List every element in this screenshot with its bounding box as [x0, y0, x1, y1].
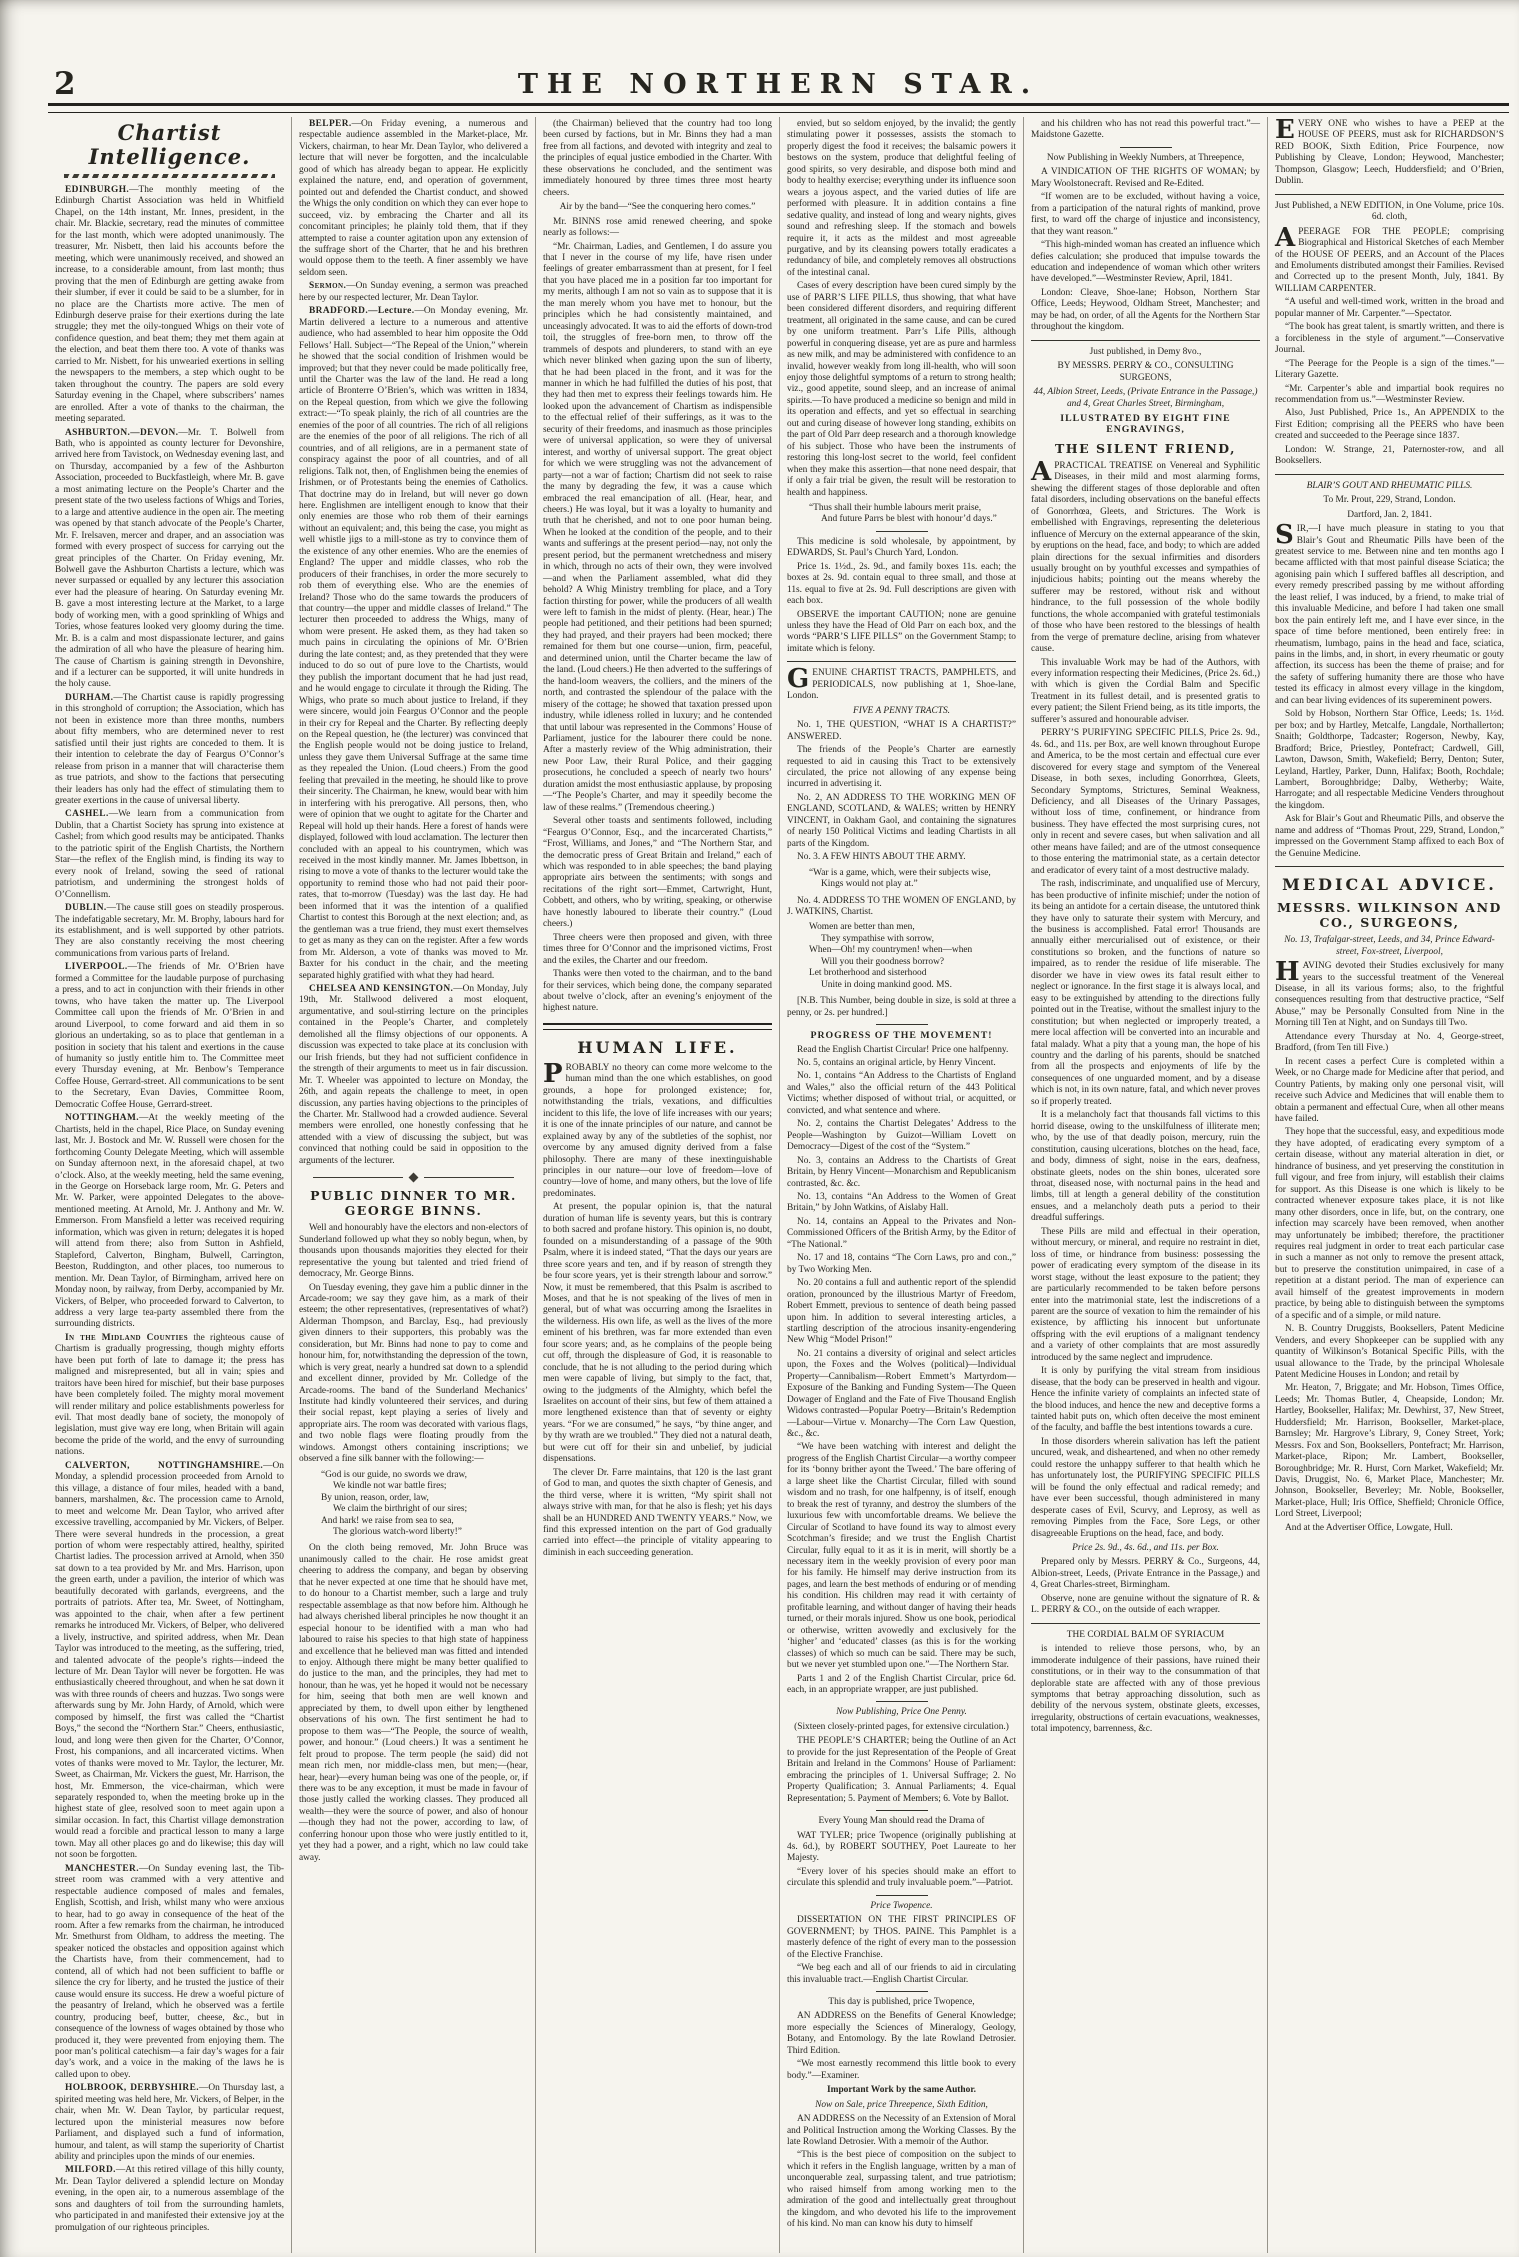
paragraph: (the Chairman) believed that the country had too long been cursed by factions, but in Mr. Binns they had a man free from all factions, and devoted with integrity and zeal to the principles of equal justice embodied in the Charter. With these observations he concluded, and the sentiment was immediately honoured by three times three most hearty cheers.: [543, 119, 772, 198]
article: [55, 1333, 284, 1459]
column-4: [780, 117, 1024, 2253]
paragraph: In those disorders wherein salivation has left the patient uncured, weak, and disheartened, and when no other remedy could restore the unhappy sufferer to that health which he has unfortunately lost, the PURIFYING SPECIFIC PILLS will be found the only effectual and radical remedy; and have ever been successful, though administered in many desperate cases of Evil, Scurvy, and Leprosy, as well as removing Pimples from the Face, Sore Legs, or other disagreeable Eruptions on the head, face, and body.: [1031, 1436, 1260, 1539]
paragraph: London: Cleave, Shoe-lane; Hobson, Northern Star Office, Leeds; Heywood, Oldham Street, Manchester; and may be had, on order, of all the Agents for the Northern Star throughout the kingdom.: [1031, 287, 1260, 333]
article-body: —Mr. T. Bolwell from Bath, who is appointed as county lecturer for Devonshire, arrived here from Tavistock, on Wednesday evening last, and on Thursday, accompanied by a few of the Ashburton Association, proceeded to Buckfastleigh, where Mr. B. gave a most animating lecture on the People’s Charter and the present state of the two useless factions of Whigs and Tories, to a large and attentive audience in the open air. The meeting was opened by that stanch advocate of the People’s Charter, Mr. F. Irelsaven, mercer and draper, and an association was formed with every prospect of success for carrying out the great principles of the Charter. On Friday evening, Mr. Bolwell gave the Ashburton Chartists a lecture, which was never surpassed or equalled by any lecturer this association ever had the pleasure of hearing. On Saturday evening Mr. B. gave a most interesting lecture at the Market, to a large body of working men, with a good sprinkling of Whigs and Tories, whose features looked very gloomy during the time. Mr. B. is a calm and most dispassionate lecturer, and gains the admiration of all who have the pleasure of hearing him. The cause of Chartism is gaining strength in Devonshire, and if a lecturer can be supported, it will unite hundreds in the holy cause.: [55, 427, 284, 690]
verse-line: Women are better than men,: [809, 922, 915, 933]
section-heading: MEDICAL ADVICE.: [1282, 875, 1497, 895]
paragraph: On Tuesday evening, they gave him a public dinner in the Arcade-room; we say they gave him, as a mark of their esteem; the other representatives, (representatives of what?) Alderman Thompson, and Barclay, Esq., had previously given dinners to their supporters, this probably was the consideration, but Mr. Binns had none to pay to come and honour him, for, notwithstanding the depression of the town, which is very great, nearly a hundred sat down to a splendid and excellent dinner, provided by Mr. Colledge of the Arcade-rooms. The band of the Sunderland Mechanics’ Institute had kindly volunteered their services, and during their social repast, kept playing a series of lively and appropriate airs. The room was decorated with various flags, and two noble flags were floating proudly from the windows. Amongst others containing inscriptions; we observed a fine silk banner with the following:—: [299, 1282, 528, 1465]
paragraph: “Every lover of his species should make an effort to circulate this splendid and truly invaluable poem.”—Patriot.: [787, 1866, 1016, 1889]
section-heading: Air by the band—“See the conquering hero comes.”: [559, 202, 756, 213]
article-lead: CALVERTON, NOTTINGHAMSHIRE.: [65, 1460, 264, 1471]
paragraph: This invaluable Work may be had of the Authors, with every information respecting their Medicines, (Price 2s. 6d.,) with which is given the Cordial Balm and Specific Treatment in its fullest detail, and is presented gratis to every patient; the Silent Friend being, as its title imports, the sufferer’s assured and honourable adviser.: [1031, 657, 1260, 725]
verse-line: “Thus shall their humble labours merit praise,: [809, 502, 982, 513]
article-lead: MANCHESTER.: [65, 1863, 139, 1874]
article-lead: DURHAM.: [65, 692, 114, 703]
paragraph: No. 4. ADDRESS TO THE WOMEN OF ENGLAND, by J. WATKINS, Chartist.: [787, 895, 1016, 917]
verse-line: “God is our guide, no swords we draw,: [321, 1469, 467, 1480]
masthead-rule: [48, 103, 1509, 113]
paragraph-dropcap: [1275, 222, 1504, 296]
drop-cap: A: [1031, 456, 1052, 487]
article: [55, 428, 284, 691]
section-heading: No. 13, Trafalgar-street, Leeds, and 34, Prince Edward-street, Fox-street, Liverpool,: [1284, 935, 1495, 957]
article: [55, 809, 284, 901]
paragraph: Well and honourably have the electors and non-electors of Sunderland followed up what they so nobly begun, when, by thousands upon thousands majorities they elected for their representative the young but talented and tried friend of democracy, Mr. George Binns.: [299, 1223, 528, 1280]
paragraph: It is only by purifying the vital stream from insidious disease, that the body can be preserved in health and vigour. Hence the infinite variety of complaints an infected state of the blood induces, and hence the new and deceptive forms a tainted habit puts on, which often deceive the most eminent of the faculty, and baffle the best intentions towards a cure.: [1031, 1366, 1260, 1434]
section-heading: Price Twopence.: [870, 1900, 933, 1911]
article-body: the righteous cause of Chartism is gradually progressing, though mighty efforts have been put forth of late to damage it; the press has maligned and misrepresented, but all in vain; spies and traitors have been hired for mischief, but their base purposes have been completely foiled. The mighty moral movement will render military and police establishments powerless for evil. That most deadly bane of society, the monopoly of legislation, must give way ere long, when Britain will again become the pride of the world, and the envy of surrounding nations.: [55, 1332, 284, 1458]
article: [299, 306, 528, 982]
paragraph: Attendance every Thursday at No. 4, George-street, Bradford, (from Ten till Five.): [1275, 1031, 1504, 1054]
paragraph: Price 1s. 1½d., 2s. 9d., and family boxes 11s. each; the boxes at 2s. 9d. contain equal to three small, and those at 11s. equal to five at 2s. 9d. Full descriptions are given with each box.: [787, 561, 1016, 607]
article: [55, 1864, 284, 2082]
article-body: —On Sunday evening last, the Tib-street room was crammed with a very attentive and respectable audience composed of males and females, English, Scottish, and Irish, whilst many who were anxious to hear, had to go away in consequence of the heat of the room. After a few remarks from the chairman, he introduced Mr. Smethurst from Oldham, to address the meeting. The speaker noticed the obstacles and opposition against which the Chartists have, from their commencement, had to contend, all of which had not been sufficient to baffle or silence the cry for liberty, and he trusted the justice of their cause would ensure its success. He drew a woeful picture of the peasantry of Ireland, which he observed was a fertile country, producing beef, butter, cheese, &c., but in consequence of the lowness of wages obtained by those who produced it, they were prevented from enjoying them. The poor man’s political catechism—a fair day’s wages for a fair day’s work, and a voice in the making of the laws he is called upon to obey.: [55, 1863, 284, 2080]
paragraph: Sold by Hobson, Northern Star Office, Leeds; 1s. 1½d. per box; and by Hartley, Metcalfe, Langdale, Northallerton; Snaith; Goldthorpe, Tadcaster; Rogerson, Newby, Kay, Bradford; Brice, Priestley, Pontefract; Cardwell, Gill, Lawton, Dawson, Smith, Wakefield; Berry, Denton; Suter, Leyland, Hartley, Parker, Dunn, Halifax; Booth, Rochdale; Lambert, Boroughbridge; Dalby, Wetherby; Waite, Harrogate; and all respectable Medicine Venders throughout the kingdom.: [1275, 709, 1504, 811]
section-heading: PUBLIC DINNER TO MR. GEORGE BINNS.: [310, 1188, 517, 1219]
paragraph: No. 1, contains “An Address to the Chartists of England and Wales,” also the official return of the 443 Political Victims; whether disposed of without trial, or acquitted, or convicted, and what sentence and where.: [787, 1071, 1016, 1116]
paragraph: This medicine is sold wholesale, by appointment, by EDWARDS, St. Paul’s Church Yard, London.: [787, 536, 1016, 559]
verse-line: “War is a game, which, were their subjects wise,: [809, 867, 991, 878]
verse: [321, 1470, 528, 1539]
paragraph: “We beg each and all of our friends to aid in circulating this invaluable tract.—English Chartist Circular.: [787, 1963, 1016, 1985]
article: [55, 693, 284, 808]
drop-cap: E: [1275, 117, 1295, 145]
section-heading: Price 2s. 9d., 4s. 6d., and 11s. per Box.: [1072, 1543, 1219, 1554]
paragraph: Prepared only by Messrs. PERRY & Co., Surgeons, 44, Albion-street, Leeds, (Private Entrance in the Passage,) and 4, Great Charles-street, Birmingham.: [1031, 1557, 1260, 1591]
section-heading: Dartford, Jan. 2, 1841.: [1347, 509, 1432, 520]
article-body: —We learn from a communication from Dublin, that a Chartist Society has sprung into existence at Cashel; from which good results may be anticipated. Thanks to the patriotic spirit of the English Chartists, the Northern Star—the reflex of the English mind, is finding its way to every nook of Ireland, sowing the seed of rational patriotism, and undermining the strongest holds of O’Connellism.: [55, 809, 284, 900]
article-body: —On Sunday evening, a sermon was preached here by our respected lecturer, Mr. Dean Taylor.: [299, 281, 528, 303]
paragraph: No. 17 and 18, contains “The Corn Laws, pro and con.,” by Two Working Men.: [787, 1253, 1016, 1275]
section-heading: Just Published, a NEW EDITION, in One Volume, price 10s. 6d. cloth,: [1275, 200, 1504, 223]
paragraph: Three cheers were then proposed and given, with three times three for O’Connor and the imprisoned victims, Frost and the exiles, the Charter and our freedom.: [543, 932, 772, 966]
section-heading: Now on Sale, price Threepence, Sixth Edition,: [815, 2099, 988, 2110]
column-6: [1268, 117, 1511, 2253]
verse: [809, 868, 1016, 891]
paragraph-dropcap: [787, 664, 1016, 702]
verse-line: The glorious watch-word liberty!”: [333, 1527, 462, 1538]
article-body: —On Monday evening, Mr. Martin delivered a lecture to a numerous and attentive audience, who had assembled to hear him opposite the Odd Fellows’ Hall. Subject—“The Repeal of the Union,” wherein he showed that the social condition of Irishmen would be improved; but that they never could be made politically free, until the Charter was the law of the land. He read a long article of Bronterre O’Brien’s, which was written in 1834, on the Repeal question, from which we give the following extract:—“To speak plainly, the rich of all countries are the enemies of the poor of all countries. The rich of all religions are the enemies of the poor of all religions. The rich of all countries, and of all religions, are in a permanent state of conspiracy against the poor of all countries, and of all religions. Talk not, then, of Englishmen being the enemies of Irishmen, or of Protestants being the enemies of Catholics. That doctrine may do in Ireland, but will never go down here. Englishmen are intelligent enough to know that their only enemies are those who rob them of their earnings without an equivalent; and, this being the case, you might as well whistle jigs to a mill-stone as try to convince them of the existence of any other enemies. Who are the enemies of England? The upper and middle classes, who rob the producers of their franchises, in order the more securely to rob them of everything else. Who are the enemies of Ireland? Those who do the same towards the producers of that country—the upper and middle classes of Ireland.” The lecturer then proceeded to address the Whigs, many of whom were present. He asked them, as they had taken so much pains in circulating the opinions of Mr. O’Brien during the late contest; and, as they pretended that they were induced to do so out of pure love to the Chartists, would they publish the important document that he had just read, and he would engage to circulate it through the Riding. The Whigs, who prate so much about justice to Ireland, if they were sincere, would join Feargus O’Connor and the people in their cry for Repeal and the Charter. By reflecting deeply on the Repeal question, he (the lecturer) was convinced that the English people would not be doing justice to Ireland, unless they gave them Universal Suffrage at the same time as they repealed the Union. (Loud cheers.) From the good feeling that prevailed in the meeting, he should like to prove their sincerity. The Chairman, he knew, would bear with him in interfering with his prerogative. All persons, then, who were of opinion that we ought to agitate for the Charter and Repeal will hold up their hands. Here a forest of hands were displayed, followed with loud acclamation. The lecturer then concluded with an appeal to his countrymen, which was received in the most kindly manner. Mr. James Ibbettson, in rising to move a vote of thanks to the lecturer would take the opportunity to remind those who had not paid their poor-rates, that to-morrow (Tuesday) was the last day. He had been informed that it was the intention of a qualified Chartist to contest this Borough at the next election; and, as the gentleman was a true friend, they must exert themselves to get as many as they can on the register. After a few words from Mr. Alderson, a vote of thanks was moved to Mr. Baxter for his conduct in the chair, and the meeting separated highly gratified with what they had heard.: [299, 306, 528, 981]
paragraph-dropcap: [1275, 119, 1504, 188]
article-body: —The cause still goes on steadily prosperous. The indefatigable secretary, Mr. M. Brophy, labours hard for its establishment, and is well supported by other patriots. They are also constantly receiving the most cheering communications from various parts of Ireland.: [55, 903, 284, 959]
paragraph: and his children who has not read this powerful tract.”—Maidstone Gazette.: [1031, 119, 1260, 141]
verse: [809, 503, 1016, 526]
column-1: [48, 117, 292, 2253]
section-heading: Important Work by the same Author.: [827, 2085, 976, 2096]
drop-cap: A: [1275, 222, 1296, 253]
section-heading: Now Publishing in Weekly Numbers, at Threepence,: [1046, 152, 1245, 163]
section-heading: To Mr. Prout, 229, Strand, London.: [1323, 495, 1456, 506]
section-heading: Now Publishing, Price One Penny.: [836, 1707, 967, 1718]
drop-cap: G: [787, 664, 810, 695]
verse: [809, 922, 1016, 991]
divider-rule: [64, 174, 275, 178]
drop-cap: P: [543, 1058, 563, 1089]
paragraph: AN ADDRESS on the Benefits of General Knowledge; more especially the Sciences of Mineralogy, Geology, Botany, and Entomology. By the late Rowland Detrosier. Third Edition.: [787, 2011, 1016, 2056]
divider-rule: [1031, 1623, 1260, 1624]
section-heading: Every Young Man should read the Drama of: [818, 1816, 985, 1827]
section-heading: This day is published, price Twopence,: [828, 1996, 975, 2007]
paragraph: “We have been watching with interest and delight the progress of the English Chartist Circular—a worthy compeer for its ‘bonny brither ayont the Tweed.’ The bare offering of a large sheet like the Chartist Circular, filled with sound wisdom and no trash, for one halfpenny, is of itself, enough to break the rest of tyranny, and destroy the slumbers of the luxurious few with uncomfortable dreams. We believe the Circular of Scotland to have found its way to almost every Scotchman’s fireside; and we trust the English Chartist Circular, fully equal to it as it is in merit, will shortly be a necessary item in the weekly provision of every poor man for his family. He himself may derive instruction from its pages, and learn the best methods of enduring or of mending his condition. His children may read it with certainty of profitable learning, and without danger of having their heads turned, or their morals injured. Show us one book, periodical or otherwise, written avowedly and exclusively for the ‘higher’ and ‘educated’ classes (as this is for the working classes) of which so much can be said. There may be such, but we never yet stumbled upon one.”—The Northern Star.: [787, 1442, 1016, 1671]
paragraph: At present, the popular opinion is, that the natural duration of human life is seventy years, but this is contrary to both sacred and profane history. This opinion is, no doubt, founded on a misunderstanding of a passage of the 90th Psalm, where it is indeed stated, “That the days our years are three score years and ten, and if by reason of strength they be four score years, yet is their strength labour and sorrow.” Now, it must be remembered, that this Psalm is ascribed to Moses, and that he is not speaking of the lives of men in general, but of what was occurring among the Israelites in the wilderness. His own life, as well as the lives of the more eminent of his brethren, was far more extended than even four score years; and, as he complains of the people being cut off, through the displeasure of God, it is reasonable to conclude, that he is not alluding to the period during which men were capable of living, but simply to the fact, that, owing to the judgments of the Almighty, which befel the Israelites on account of their sins, but few of them attained a more lengthened existence than that of seventy or eighty years. “For we are consumed,” he says, “by thine anger, and by thy wrath are we troubled.” They died not a natural death, but were cut off for their sin and unbelief, by judicial dispensations.: [543, 1202, 772, 1465]
paragraph-dropcap: [1275, 520, 1504, 707]
diamond-ornament-icon: [409, 1173, 419, 1183]
article-lead: BELPER.: [309, 119, 352, 129]
paragraph: The rash, indiscriminate, and unqualified use of Mercury, has been productive of infinite mischief; under the notion of its being an antidote for a certain disease, the untutored think they have only to saturate their system with Mercury, and the business is accomplished. Fatal error! Thousands are annually either mercurialised out of existence, or their constitutions so broken, and the functions of nature so impaired, as to render the residue of life miserable. The disorder we have in view owes its fatal result either to neglect or ignorance. In the first stage it is always local, and easy to be extinguished by attending to the directions fully pointed out in the Treatise, without the smallest injury to the constitution; but when neglected or improperly treated, a mere local affection will be converted into an incurable and fatal malady. What a pity that a young man, the hope of his country and the darling of his parents, should be snatched from all the prospects and enjoyments of life by the consequences of one unguarded moment, and by a disease which is not, in its own nature, fatal, and which never proves so if properly treated.: [1031, 879, 1260, 1107]
paragraph: It is a melancholy fact that thousands fall victims to this horrid disease, owing to the unskilfulness of illiterate men; who, by the use of that deadly poison, mercury, ruin the constitution, causing ulcerations, blotches on the head, face, and body, dimness of sight, noise in the ears, deafness, obstinate gleets, nodes on the shin bones, ulcerated sore throat, diseased nose, with nocturnal pains in the head and limbs, till at length a general debility of the constitution ensues, and a melancholy death puts a period to their dreadful sufferings.: [1031, 1110, 1260, 1224]
divider-rule: [1275, 866, 1504, 867]
verse-line: We claim the birthright of our sires;: [333, 1504, 468, 1515]
paragraph: Also, Just Published, Price 1s., An APPENDIX to the First Edition; comprising all the PEERS who have been created and succeeded to the Peerage since 1837.: [1275, 408, 1504, 442]
paragraph: No. 3, contains an Address to the Chartists of Great Britain, by Henry Vincent—Monarchism and Republicanism contrasted, &c. &c.: [787, 1155, 1016, 1189]
paragraph: [N.B. This Number, being double in size, is sold at three a penny, or 2s. per hundred.]: [787, 996, 1016, 1018]
verse-line: When—Oh! my countrymen! when—when: [809, 945, 973, 956]
article: [55, 903, 284, 960]
paragraph: Thanks were then voted to the chairman, and to the band for their services, which being done, the company separated about twelve o’clock, after an evening’s enjoyment of the highest nature.: [543, 969, 772, 1014]
ornament-divider: [313, 1174, 514, 1181]
article-body: —At the weekly meeting of the Chartists, held in the chapel, Rice Place, on Sunday evening last, Mr. J. Bostock and Mr. W. Russell were chosen for the forthcoming County Delegate Meeting, which will assemble on Sunday afternoon next, in the aforesaid chapel, at two o’clock. Also, at the weekly meeting, held the same evening, in the George on Horseback large room, Mr. G. Peters and Mr. W. Parker, were appointed Delegates to the above-mentioned meeting. At Arnold, Mr. J. Anthony and Mr. W. Emmerson. From Mansfield a letter was received requiring information, which was given in return; delegates it is hoped will attend from there; also from Sutton in Ashfield, Stapleford, Calverton, Bingham, Bulwell, Carrington, Beeston, Ruddington, and other places, too numerous to mention. Mr. Dean Taylor, of Birmingham, arrived here on Monday noon, by railway, from Derby, accompanied by Mr. Vickers, of Belper, who proceeded forward to Calverton, to address a very large tea-party assembled there from the surrounding districts.: [55, 1113, 284, 1330]
article-lead: In the Midland Counties: [65, 1332, 189, 1343]
verse-line: They sympathise with sorrow,: [821, 933, 934, 944]
section-heading: BY MESSRS. PERRY & CO., CONSULTING SURGEONS,: [1057, 361, 1234, 383]
divider-rule: [876, 1895, 928, 1896]
divider-rule: [876, 1991, 928, 1992]
article: [299, 119, 528, 279]
paragraph: No. 3. A FEW HINTS ABOUT THE ARMY.: [797, 852, 966, 863]
divider-rule: [1275, 194, 1504, 195]
paragraph: DISSERTATION ON THE FIRST PRINCIPLES OF GOVERNMENT; by THOS. PAINE. This Pamphlet is a masterly defence of the right of every man to the possession of the Elective Franchise.: [787, 1915, 1016, 1960]
paragraph: PERRY’S PURIFYING SPECIFIC PILLS, Price 2s. 9d., 4s. 6d., and 11s. per Box, are well known throughout Europe and America, to be the most certain and effectual cure ever discovered for every stage and symptom of the Venereal Disease, in both sexes, including Gonorrhœa, Gleets, Secondary Symptoms, Strictures, Seminal Weakness, Deficiency, and all Diseases of the Urinary Passages, without loss of time, confinement, or hindrance from business. They have effected the most surprising cures, not only in recent and severe cases, but when salivation and all other means have failed; and are of the utmost consequence to those entering the matrimonial state, as a certain detector and eradicator of every taint of a most destructive malady.: [1031, 728, 1260, 876]
paragraph-body: PRACTICAL TREATISE on Venereal and Syphilitic Diseases, in their mild and most alarming forms, shewing the different stages of those deplorable and often fatal disorders, including observations on the baneful effects of Gonorrhœa, Gleets, and Strictures. The Work is embellished with Engravings, representing the deleterious influence of Mercury on the external appearance of the skin, by eruptions on the head, face, and body; to which are added plain directions for the sexual infirmities and disorders usually brought on by youthful excesses and sympathies of injudicious habits; pointing out the means whereby the sufferer may be restored, without risk and without hindrance, to the full possession of the whole bodily functions, the whole accompanied with grateful testimonials of those who have been restored to the blessings of health from the verge of premature decline, arising from whatever cause.: [1031, 460, 1260, 655]
section-heading: Just published, in Demy 8vo.,: [1089, 346, 1202, 357]
article-lead: ASHBURTON.—DEVON.: [65, 427, 179, 438]
article: [299, 281, 528, 304]
paragraph: “A useful and well-timed work, written in the broad and popular manner of Mr. Carpenter.”—Spectator.: [1275, 297, 1504, 319]
paragraph: “Mr. Carpenter’s able and impartial book requires no recommendation from us.”—Westminster Review.: [1275, 383, 1504, 405]
paragraph: In recent cases a perfect Cure is completed within a Week, or no Charge made for Medicine after that period, and Country Patients, by making only one personal visit, will receive such Advice and Medicines that will enable them to obtain a permanent and effectual Cure, when all other means have failed.: [1275, 1056, 1504, 1124]
article-lead: MILFORD.: [65, 2165, 116, 2176]
paragraph: London: W. Strange, 21, Paternoster-row, and all Booksellers.: [1275, 444, 1504, 467]
paragraph: Read the English Chartist Circular! Price one halfpenny.: [797, 1044, 1009, 1055]
paragraph: Several other toasts and sentiments followed, including “Feargus O’Connor, Esq., and the incarcerated Chartists,” “Frost, Williams, and Jones,” and “The Northern Star, and the democratic press of Great Britain and Ireland,” each of which was responded to in able speeches; the band playing appropriate airs between the sentiments; with songs and recitations of the right sort—Emmet, Cartwright, Hunt, Cobbett, and others, who by writing, speaking, or otherwise have honestly laboured to liberate their country.” (Loud cheers.): [543, 816, 772, 930]
paragraph-body: PEERAGE FOR THE PEOPLE; comprising Biographical and Historical Sketches of each Member of the HOUSE OF PEERS, and an Account of the Places and Emoluments distributed amongst their Families. Revised and Corrected up to the present Month, July, 1841. By WILLIAM CARPENTER.: [1275, 226, 1504, 294]
paragraph: No. 13, contains “An Address to the Women of Great Britain,” by John Watkins, of Aislaby Hall.: [787, 1191, 1016, 1214]
article: [55, 2083, 284, 2163]
paragraph: “We most earnestly recommend this little book to every body.”—Examiner.: [787, 2059, 1016, 2081]
section-heading: THE SILENT FRIEND,: [1054, 440, 1237, 456]
paragraph-body: ENUINE CHARTIST TRACTS, PAMPHLETS, and PERIODICALS, now publishing at 1, Shoe-lane, London.: [787, 668, 1016, 702]
section-heading: (Sixteen closely-printed pages, for extensive circulation.): [794, 1721, 1009, 1732]
article-body: —At this retired village of this hilly county, Mr. Dean Taylor delivered a splendid lecture on Monday evening, in the open air, to a numerous assemblage of the sons and daughters of toil from the surrounding hamlets, who participated in and manifested their extensive joy at the promulgation of our righteous principles.: [55, 2165, 284, 2233]
divider-rule: [876, 1701, 928, 1702]
drop-cap: H: [1275, 957, 1300, 988]
paragraph: “Mr. Chairman, Ladies, and Gentlemen, I do assure you that I never in the course of my life, have risen under feelings of greater embarrassment than at present, for I feel that you have placed me in a position far too important for my merits, although I am not so vain as to suppose that it is the man merely whom you have met to honour, but the principles which he had consistently maintained, and unceasingly advocated. It was to aid the efforts of down-trod toil, the struggles of free-born men, to throw off the trammels of despots and plunderers, to stand with an eye which never blinked when gazing upon the sun of liberty, that he had been placed in the front, and it was for the manner in which he had fulfilled the duties of his post, that they had then met to express their feelings towards him. He looked upon the advancement of Chartism as indispensible to the effectual relief of their sufferings, as it was to the security of their freedoms, and inasmuch as those principles were of universal application, so were they of universal interest, and worthy of universal support. The great object for which we were struggling was not the advancement of party—not a war of faction; Chartism did not seek to raise the many by degrading the few, it was a cause which embraced the real emancipation of all. (Hear, hear, and cheers.) He was loyal, but it was a loyalty to humanity and truth that he cherished, and not to one poor human being. When he looked at the condition of the people, and to their wants and sufferings at the present period—nay, not only the present period, but the permanent wretchedness and misery in which, through no acts of their own, they were involved—and when the Parliament assembled, what did they behold? A Whig Ministry trembling for place, and a Tory faction thirsting for power, while the producers of all wealth were left to famish in the midst of plenty. (Hear, hear.) The people had petitioned, and their petitions had been spurned; they had prayed, and their prayers had been mocked; there remained for them but one course—union, firm, peaceful, and determined union, until the Charter became the law of the land. (Loud cheers.) He then adverted to the sufferings of the hand-loom weavers, the colliers, and the miners of the north, and contrasted the splendour of the palace with the misery of the cottage; he showed that taxation pressed upon industry, while idleness rolled in luxury; and he contended that until labour was represented in the Commons’ House of Parliament, justice for the labourer there could be none. After a masterly review of the Whig administration, their new Poor Law, their Rural Police, and their gagging prosecutions, he concluded a speech of nearly two hours’ duration amidst the most enthusiastic applause, by proposing—“The People’s Charter, and may it speedily become the law of these realms.” (Tremendous cheering.): [543, 241, 772, 813]
paragraph-body: IR,—I have much pleasure in stating to you that Blair’s Gout and Rheumatic Pills have been of the greatest service to me. Between nine and ten months ago I became afflicted with that most painful disease Sciatica; the agonising pain which I suffered baffles all description, and every remedy prescribed passing by me without affording the least relief, I was induced, by a friend, to make trial of this invaluable Medicine, and before I had taken one small box the pain entirely left me, and I have ever since, in the space of time before mentioned, been entirely free: in rheumatism, lumbago, pains in the head and face, sciatica, pains in the limbs, and, in short, in every rheumatic or gouty affection, its success has been the theme of praise; and for the safety of suffering humanity there are those who have tested its efficacy in almost every village in the kingdom, and can bear living evidences of its supereminent powers.: [1275, 524, 1504, 706]
masthead-title: THE NORTHERN STAR.: [517, 69, 1040, 100]
section-heading: FIVE A PENNY TRACTS.: [852, 705, 951, 716]
paragraph: No. 2, contains the Chartist Delegates’ Address to the People—Washington by Guizot—William Lovett on Democracy—Digest of the cost of the “System.”: [787, 1119, 1016, 1153]
paragraph: OBSERVE the important CAUTION; none are genuine unless they have the Head of Old Parr on each box, and the words “PARR’S LIFE PILLS” on the Government Stamp; to imitate which is felony.: [787, 609, 1016, 654]
article-lead: BRADFORD.—Lecture.: [309, 306, 415, 317]
verse-line: Let brotherhood and sisterhood: [809, 968, 927, 979]
paragraph: No. 5, contains an original article, by Henry Vincent.: [797, 1057, 996, 1068]
article-lead: DUBLIN.: [65, 903, 107, 914]
paragraph: No. 14, contains an Appeal to the Privates and Non-Commissioned Officers of the British Army, by the Editor of “The National.”: [787, 1216, 1016, 1250]
divider-rule: [876, 1024, 928, 1025]
section-heading: MESSRS. WILKINSON AND CO., SURGEONS,: [1277, 900, 1502, 931]
divider-rule: [1120, 147, 1172, 148]
paragraph-dropcap: [543, 1058, 772, 1200]
paragraph: No. 21 contains a diversity of original and select articles upon, the Foxes and the Wolves (political)—Individual Property—Cannibalism—Robert Emmett’s Martyrdom—Exposure of the Banking and Funding System—The Queen Dowager of England and the Fate of Five Thousand English Widows contrasted—Popular Poetry—Britain’s Redemption—Labour—Virtue v. Monarchy—The Corn Law Question, &c., &c.: [787, 1348, 1016, 1440]
verse-line: Will you their goodness borrow?: [821, 956, 945, 967]
article-lead: CASHEL.: [65, 809, 109, 820]
column-container: [48, 117, 1511, 2253]
paragraph: No. 1, THE QUESTION, “WHAT IS A CHARTIST?” ANSWERED.: [787, 720, 1016, 742]
divider-rule: [876, 1810, 928, 1811]
section-heading: PROGRESS OF THE MOVEMENT!: [810, 1030, 993, 1042]
paragraph: Ask for Blair’s Gout and Rheumatic Pills, and observe the name and address of “Thomas Prout, 229, Strand, London,” impressed on the Government Stamp affixed to each Box of the Genuine Medicine.: [1275, 814, 1504, 859]
verse-line: Kings would not play at.”: [821, 879, 918, 890]
paragraph: No. 2, AN ADDRESS TO THE WORKING MEN OF ENGLAND, SCOTLAND, & WALES; written by HENRY VINCENT, in Oakham Gaol, and containing the signatures of nearly 150 Political Victims and leading Chartists in all parts of the Kingdom.: [787, 792, 1016, 849]
article-body: —The monthly meeting of the Edinburgh Chartist Association was held in Whitfield Chapel, on the 14th instant, Mr. Innes, president, in the chair. Mr. Blackie, secretary, read the minutes of committee for the last month, which were adopted unanimously. The treasurer, Mr. Nisbett, then laid his accounts before the meeting, which were unanimously received, and showed an increase, to a considerable amount, from last month; thus proving that the men of Edinburgh are getting awake from their slumber, if ever it could be said to be a slumber, for in no place are the Chartists more active. The men of Edinburgh deserve praise for their exertions during the late struggle; they met the oily-tongued Whigs on their vote of confidence question, and beat them; they met them again at the election, and beat them there too. A vote of thanks was carried to Mr. Nisbett, for his unwearied exertions in selling the newspapers to the members, a step which ought to be taken throughout the country. The papers are sold every Saturday evening in the Chapel, where subscribers’ names are enrolled. After a vote of thanks to the chairman, the meeting separated.: [55, 185, 284, 425]
paragraph-body: ROBABLY no theory can come more welcome to the human mind than the one which establishes, on good grounds, a hope for prolonged existence; for, notwithstanding the trials, vexations, and difficulties incident to this life, the love of life increases with our years; it is one of the innate principles of our nature, and cannot be explained away by any of the subtleties of the sophist, nor overcome by any amused dignity derived from a false philosophy. There are many of these inextinguishable principles in our nature—our love of freedom—love of country—love of home, and many others, but the love of life predominates.: [543, 1062, 772, 1199]
paragraph: THE PEOPLE’S CHARTER; being the Outline of an Act to provide for the just Representation of the People of Great Britain and Ireland in the Commons’ House of Parliament: embracing the principles of 1. Universal Suffrage; 2. No Property Qualification; 3. Annual Parliaments; 4. Equal Representation; 5. Payment of Members; 6. Vote by Ballot.: [787, 1736, 1016, 1804]
paragraph: A VINDICATION OF THE RIGHTS OF WOMAN; by Mary Woolstonecraft. Revised and Re-Edited.: [1031, 167, 1260, 189]
page-number: 2: [54, 66, 76, 102]
column-3: [536, 117, 780, 2253]
section-heading: HUMAN LIFE.: [577, 1037, 738, 1057]
paragraph: Mr. Heaton, 7, Briggate; and Mr. Hobson, Times Office, Leeds; Mr. Thomas Butler, 4, Cheapside, London; Mr. Hartley, Bookseller, Halifax; Mr. Dewhirst, 37, New Street, Huddersfield; Mr. Harrison, Bookseller, Market-place, Barnsley; Mr. Hargrove’s Library, 9, Coney Street, York; Messrs. Fox and Son, Booksellers, Pontefract; Mr. Harrison, Market-place, Ripon; Mr. Lambert, Bookseller, Boroughbridge; Mr. R. Hurst, Corn Market, Wakefield; Mr. Davis, Druggist, No. 6, Market Place, Manchester; Mr. Johnson, Bookseller, Beverley; Mr. Noble, Bookseller, Market-place, Hull; Iris Office, Sheffield; Chronicle Office, Lord Street, Liverpool;: [1275, 1383, 1504, 1520]
page-header: [48, 56, 1509, 100]
paragraph: Cases of every description have been cured simply by the use of PARR’S LIFE PILLS, thus showing, that what have been considered different disorders, and requiring different treatment, all originated in the same cause, and can be cured by one uniform treatment. Parr’s Life Pills, although powerful in conquering disease, yet are as pure and harmless as new milk, and may be administered with confidence to an invalid, however weakly from long ill-health, who will soon enjoy those delightful symptoms of a return to strong health; viz., good appetite, sound sleep, and an increase of animal spirits.—To have produced a medicine so benign and mild in its operation and effects, and yet so effectual in searching out and curing disease of however long standing, exhibits on the part of Old Parr deep research and a thorough knowledge of his subject. Those who have been the instruments of restoring this long-lost secret to the world, feel confident when they make this assertion—that none need despair, that if only a fair trial be given, the result will be restoration to health and happiness.: [787, 281, 1016, 498]
section-heading: 44, Albion Street, Leeds, (Private Entrance in the Passage,) and 4, Great Charles Street, Birmingham,: [1033, 387, 1258, 409]
paragraph: “This high-minded woman has created an influence which defies calculation; she produced that impulse towards the education and independence of woman which other writers have developed.”—Westminster Review, April, 1841.: [1031, 240, 1260, 285]
paragraph: Observe, none are genuine without the signature of R. & L. PERRY & CO., on the outside of each wrapper.: [1031, 1593, 1260, 1616]
paragraph: Parts 1 and 2 of the English Chartist Circular, price 6d. each, in an appropriate wrapper, are just published.: [787, 1673, 1016, 1695]
paragraph: Mr. BINNS rose amid renewed cheering, and spoke nearly as follows:—: [543, 216, 772, 239]
paragraph: “This is the best piece of composition on the subject to which it refers in the English language, written by a man of unconquerable zeal, surpassing talent, and true patriotism; who raised himself from among working men to the admiration of the good and intellectually great throughout the kingdom, and who devoted his life to the improvement of his kind. No man can know his duty to himself: [787, 2150, 1016, 2230]
verse-line: And future Parrs be blest with honour’d days.”: [821, 514, 997, 525]
paragraph-dropcap: [1275, 957, 1504, 1030]
section-heading: THE CORDIAL BALM OF SYRIACUM: [1066, 1629, 1225, 1640]
verse-line: We kindle not war battle fires;: [333, 1481, 447, 1492]
article-body: —On Monday, July 19th, Mr. Stallwood delivered a most eloquent, argumentative, and soul-stirring lecture on the principles contained in the People’s Charter, and completely demolished all the flimsy objections of our opponents. A discussion was expected to take place at its conclusion with our Irish friends, but they had not sufficient confidence in the strength of their arguments to meet us in fair discussion. Mr. T. Wheeler was appointed to lecture on Monday, the 26th, and again repeats the challenge to meet, in open discussion, any parties having objections to the principles of the Charter. Mr. Stallwood had a crowded audience. Several members were enrolled, one honestly confessing that he attended with a view of discussing the subject, but was convinced that nothing could be said in opposition to the arguments of the lecturer.: [299, 983, 528, 1166]
article-lead: CHELSEA AND KENSINGTON.: [309, 983, 454, 994]
paragraph: WAT TYLER; price Twopence (originally publishing at 4s. 6d.), by ROBERT SOUTHEY, Poet Laureate to her Majesty.: [787, 1830, 1016, 1864]
paragraph: The friends of the People’s Charter are earnestly requested to aid in causing this Tract to be extensively circulated, the price not allowing of any expense being incurred in advertising it.: [787, 745, 1016, 790]
paragraph: And at the Advertiser Office, Lowgate, Hull.: [1285, 1522, 1453, 1533]
verse-line: By union, reason, order, law,: [321, 1492, 429, 1503]
article: [55, 185, 284, 426]
paragraph: envied, but so seldom enjoyed, by the invalid; the gently stimulating power it possesses, assists the stomach to properly digest the food it receives; the balsamic powers it bestows on the system, produce that delightful feeling of good spirits, so very desirable, and dispose both mind and body to healthy exercise; everything under its influence soon wears a joyous aspect, and the varied duties of life are performed with pleasure. It in addition contains a fine sedative quality, and instead of long and weary nights, gives sound and refreshing sleep. If the stomach and bowels require it, it acts as the mildest and most agreeable purgative, and by its cleansing powers totally eradicates a redundancy of bile, and completely removes all obstructions of the intestinal canal.: [787, 119, 1016, 278]
article-lead: EDINBURGH.: [65, 185, 130, 195]
column-2: [292, 117, 536, 2253]
paragraph: On the cloth being removed, Mr. John Bruce was unanimously called to the chair. He rose amidst great cheering to address the company, and began by observing that he never expected at one time that he should have met, to do honour to a Chartist member, such a large and truly respectable assemblage as that now before him. Although he had always cherished liberal principles he now thought it an especial honour to be identified with a man who had laboured to raise his species to that high state of happiness and excellence that he believed man was fitted and intended to enjoy. Although there might be many better qualified to do justice to the man, and the principles, they had met to honour, than he was, yet he hoped it would not be necessary for him, seeing that both men are well known and appreciated by them, to dwell upon either by lengthened observations of his own. The first sentiment he had to propose to them was—“The People, the source of wealth, power, and honour.” (Loud cheers.) It was a sentiment he felt proud to propose. The term people (he said) did not mean rich men, nor middle-class men, but men;—(hear, hear, hear)—every human being was one of the people, or, if there was to be any exception, it must be made in favour of those justly called the working classes. They produced all wealth—they were the source of power, and also of honour—though they had not the power, according to law, of conferring honour upon those who were justly entitled to it, yet they had a power, and a right, which no law could take away.: [299, 1543, 528, 1863]
paragraph: “If women are to be excluded, without having a voice, from a participation of the natural rights of mankind, prove first, to ward off the charge of injustice and inconsistency, that they want reason.”: [1031, 192, 1260, 237]
article: [55, 962, 284, 1111]
section-heading: Chartist Intelligence.: [88, 120, 251, 169]
divider-rule: [876, 531, 928, 532]
article-body: —The Chartist cause is rapidly progressing in this stronghold of corruption; the Association, which has not been in existence more than three months, numbers about fifty members, who are determined never to rest satisfied until their just rights are conceded to them. It is their intention to celebrate the day of Feargus O’Connor’s release from prison in a manner that will characterise them as true patriots, and show to the factions that persecuting their leaders has only had the effect of stimulating them to greater exertions in the cause of universal liberty.: [55, 692, 284, 807]
paragraph: The clever Dr. Farre maintains, that 120 is the last grant of God to man, and quotes the sixth chapter of Genesis, and the third verse, where it is written, “My spirit shall not always strive with man, for that he also is flesh; yet his days shall be an HUNDRED AND TWENTY YEARS.” Now, we find this expressed intention on the part of God gradually carried into effect—the principle of vitality appearing to diminish in each succeeding generation.: [543, 1467, 772, 1558]
article: [55, 1113, 284, 1331]
paragraph: No. 20 contains a full and authentic report of the splendid oration, pronounced by the illustrious Martyr of Freedom, Robert Emmett, previous to sentence of death being passed upon him. In addition to several interesting articles, a startling description of the atrocious insanity-engendering New Whig “Model Prison!”: [787, 1278, 1016, 1346]
paragraph-dropcap: [1031, 456, 1260, 656]
article: [55, 1461, 284, 1862]
paragraph: AN ADDRESS on the Necessity of an Extension of Moral and Political Instruction among the Working Classes. By the late Rowland Detrosier. With a memoir of the Author.: [787, 2114, 1016, 2147]
article-body: —On Thursday last, a spirited meeting was held here, Mr. Vickers, of Belper, in the chair, when Mr. W. Dean Taylor, by particular request, lectured upon the ministerial measures now before Parliament, and displayed such a fund of information, humour, and talent, as will stamp the superiority of Chartist ability and principles upon the minds of our enemies.: [55, 2083, 284, 2163]
article-lead: HOLBROOK, DERBYSHIRE.: [65, 2083, 199, 2094]
paragraph: “The Peerage for the People is a sign of the times.”—Literary Gazette.: [1275, 358, 1504, 381]
section-heading: BLAIR’S GOUT AND RHEUMATIC PILLS.: [1306, 480, 1473, 491]
divider-rule: [1275, 474, 1504, 475]
paragraph: N. B. Country Druggists, Booksellers, Patent Medicine Venders, and every Shopkeeper can be supplied with any quantity of Wilkinson’s Botanical Specific Pills, with the usual allowance to the Trade, by the principal Wholesale Patent Medicine Houses in London; and retail by: [1275, 1324, 1504, 1380]
divider-rule: [787, 661, 1016, 662]
paragraph: “The book has great talent, is smartly written, and there is a forcibleness in the style of argument.”—Conservative Journal.: [1275, 322, 1504, 356]
article-lead: Sermon.: [309, 281, 347, 292]
drop-cap: S: [1275, 520, 1294, 551]
divider-rule: [543, 1023, 772, 1030]
verse-line: Unite in doing mankind good. MS.: [821, 979, 952, 990]
article-body: —The friends of Mr. O’Brien have formed a Committee for the laudable purpose of purchasing a press, and to act in conjunction with their friends in other towns, who have taken the matter up. The Liverpool Committee call upon the friends of Mr. O’Brien in and around Liverpool, to come forward and aid them in so glorious an undertaking, so as to place that gentleman in a position in society that his talent and exertions in the cause of humanity so justly entitle him to. The Committee meet every Thursday evening, at Mr. Benbow’s Temperance Coffee House, Gerrard-street. All communications to be sent to the Secretary, Evan Davies, Committee Room, Democratic Coffee House, Gerrard-street.: [55, 962, 284, 1110]
paragraph: is intended to relieve those persons, who, by an immoderate indulgence of their passions, have ruined their constitutions, or in their way to the consummation of that deplorable state are affected with any of those previous symptoms that betray approaching dissolution, such as debility of the nervous system, obstinate gleets, excesses, irregularity, obstructions of certain evacuations, weaknesses, total impotency, barrenness, &c.: [1031, 1644, 1260, 1735]
paragraph: They hope that the successful, easy, and expeditious mode they have adopted, of eradicating every symptom of a certain disease, without any material alteration in diet, or hindrance of business, and yet preserving the constitution in full vigour, and free from injury, will establish their claims for support. As this Disease is one which is likely to be contracted whenever exposure takes place, it is not like many other disorders, once in life, but, on the contrary, one infection may scarcely have been removed, when another may unfortunately be imbibed; therefore, the practitioner requires real judgment in order to treat each particular case in such a manner as not only to remove the present attack, but to preserve the constitution unimpaired, in case of a repetition at a distant period. The man of experience can avail himself of the greatest improvements in modern practice, by being able to distinguish between the symptoms of a specific and of a simple, or mild nature.: [1275, 1127, 1504, 1321]
column-5: [1024, 117, 1268, 2253]
article: [299, 984, 528, 1167]
article-body: —On Monday, a splendid procession proceeded from Arnold to this village, a distance of four miles, headed with a band, banners, marshalmen, &c. The procession came to Arnold, to meet and welcome Mr. Dean Taylor, who arrived after excessive travelling, accompanied by Mr. Vickers, of Belper. There were several hundreds in the procession, a great portion of whom were respectably attired, healthy, spirited Chartist ladies. The procession arrived at Arnold, when 350 sat down to a tea provided by Mr. and Mrs. Harrison, upon the green earth, under a pavilion, the interior of which was beautifully decorated with garlands, evergreens, and the portraits of patriots. After tea, Mr. Sweet, of Nottingham, was appointed to the chair, when after a few pertinent remarks he introduced Mr. Vickers, of Belper, who delivered a lively, instructive, and spirited address, when Mr. Dean Taylor was introduced to the meeting, as the suffering, tried, and talented advocate of the people’s rights—indeed the lecture of Mr. Dean Taylor will never be forgotten. He was enthusiastically cheered throughout, and when he sat down it was with three rounds of cheers and huzzas. Two songs were afterwards sung by Mr. John Hardy, of Arnold, which were composed by himself, the first was called the “Chartist Boys,” the second the “Northern Star.” Cheers, enthusiastic, loud, and long were then given for the Charter, O’Connor, Frost, his companions, and all incarcerated victims. When votes of thanks were moved to Mr. Taylor, the lecturer, Mr. Sweet, as Chairman, Mr. Vickers the guest, Mr. Harrison, the host, Mr. Emmerson, the vice-chairman, which were separately responded to, when the meeting broke up in the highest state of glee, resolved soon to meet again upon a similar occasion. In fact, this Chartist village demonstration would read a forcible and practical lesson to many a large town. May all other places go and do likewise; this day will not soon be forgotten.: [55, 1460, 284, 1861]
article-lead: LIVERPOOL.: [65, 962, 128, 973]
paragraph-body: VERY ONE who wishes to have a PEEP at the HOUSE OF PEERS, must ask for RICHARDSON’S RED BOOK, Sixth Edition, Price Fourpence, now Publishing by Cleave, London; Heywood, Manchester; Thompson, Glasgow; Leech, Huddersfield; and O’Brien, Dublin.: [1275, 119, 1504, 187]
section-heading: ILLUSTRATED BY EIGHT FINE ENGRAVINGS,: [1060, 412, 1231, 436]
paragraph-body: AVING devoted their Studies exclusively for many years to the successful treatment of the Venereal Disease, in all its various forms; also, to the frightful consequences resulting from that destructive practice, “Self Abuse,” may be Personally Consulted from Nine in the Morning till Ten at Night, and on Sundays till Two.: [1275, 961, 1504, 1029]
verse-line: And hark! we raise from sea to sea,: [321, 1515, 454, 1526]
article-lead: NOTTINGHAM.: [65, 1113, 139, 1124]
article: [55, 2165, 284, 2234]
divider-rule: [1031, 340, 1260, 341]
article-body: —On Friday evening, a numerous and respectable audience assembled in the Market-place, Mr. Vickers, chairman, to hear Mr. Dean Taylor, who delivered a lecture that will never be forgotten, and the incalculable good of which has already began to appear. He explicitly explained the nature, end, and operation of government, pointed out and defended the Chartist conduct, and showed the Whigs the only condition on which they can ever hope to succeed, viz. by embracing the Charter and all its concomitant principles; he plainly told them, that if they attempted to raise a counter agitation upon any extension of the suffrage short of the Charter, that he and his brethren would oppose them to the teeth. A finer assembly we have seldom seen.: [299, 119, 528, 278]
paragraph: These Pills are mild and effectual in their operation, without mercury, or mineral, and require no restraint in diet, loss of time, or hindrance from business: possessing the power of eradicating every symptom of the disease in its worst stage, without the least exposure to the patient; they are particularly recommended to be taken before persons enter into the matrimonial state, lest the indiscretions of a parent are the source of vexation to him the remainder of his existence, by afflicting his innocent but unfortunate offspring with the evil eruptions of a malignant tendency and a variety of other complaints that are most assuredly introduced by the same neglect and imprudence.: [1031, 1226, 1260, 1363]
